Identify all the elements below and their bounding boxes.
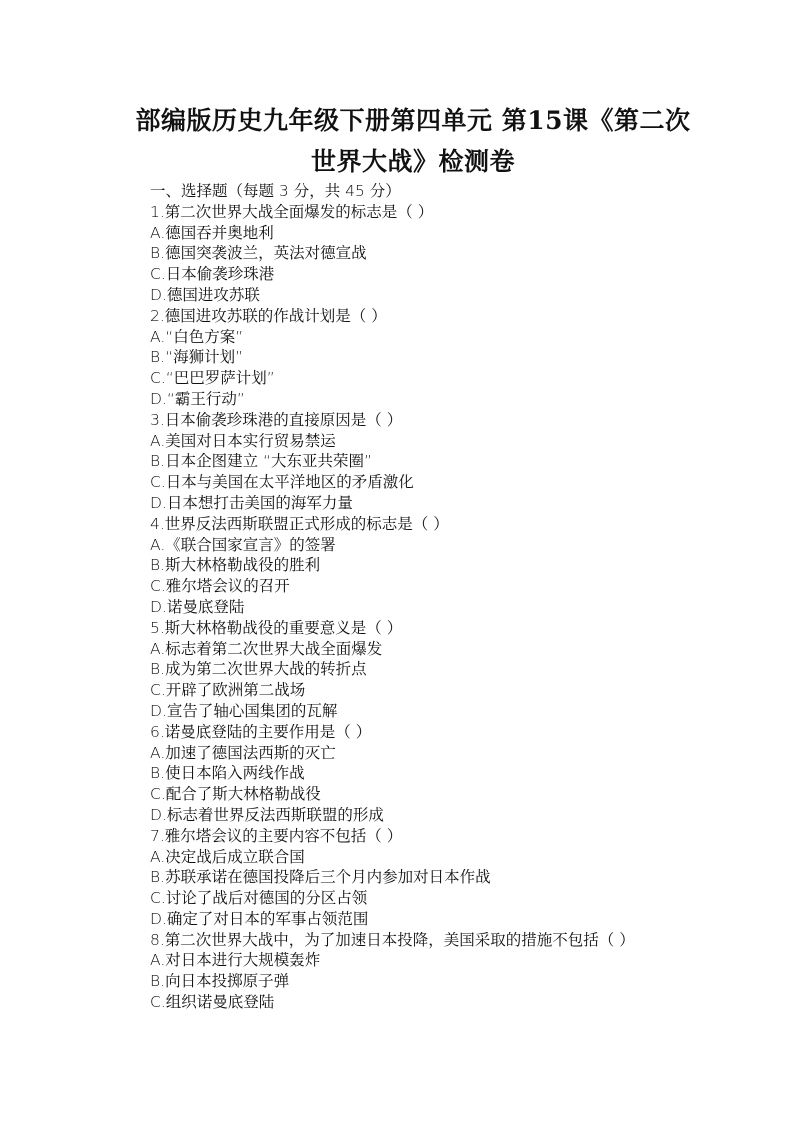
question-option: B.向日本投掷原子弹 — [150, 972, 290, 991]
question-option: A.美国对日本实行贸易禁运 — [150, 431, 336, 450]
question-option: C.开辟了欧洲第二战场 — [150, 681, 306, 700]
question-option: D.确定了对日本的军事占领范围 — [150, 909, 369, 928]
question-stem: 6.诺曼底登陆的主要作用是（ ） — [150, 722, 372, 741]
question-option: B.成为第二次世界大战的转折点 — [150, 660, 367, 679]
question-stem: 3.日本偷袭珍珠港的直接原因是（ ） — [150, 410, 403, 429]
question-option: D.“霸王行动” — [150, 389, 245, 408]
question-option: A.对日本进行大规模轰炸 — [150, 951, 321, 970]
title-line-2: 世界大战》检测卷 — [310, 147, 515, 176]
question-option: C.日本与美国在太平洋地区的矛盾激化 — [150, 473, 414, 492]
question-list — [150, 181, 710, 1013]
question-option: A.“白色方案” — [150, 327, 244, 346]
question-stem: 1.第二次世界大战全面爆发的标志是（ ） — [150, 202, 434, 221]
question-option: A.决定战后成立联合国 — [150, 847, 305, 866]
question-option: C.组织诺曼底登陆 — [150, 993, 275, 1012]
question-option: B.日本企图建立 “大东亚共荣圈” — [150, 452, 373, 471]
question-option: B.使日本陷入两线作战 — [150, 764, 305, 783]
question-option: D.诺曼底登陆 — [150, 597, 245, 616]
question-option: D.标志着世界反法西斯联盟的形成 — [150, 805, 384, 824]
question-option: B.苏联承诺在德国投降后三个月内参加对日本作战 — [150, 868, 491, 887]
question-option: C.配合了斯大林格勒战役 — [150, 785, 321, 804]
question-stem: 2.德国进攻苏联的作战计划是（ ） — [150, 306, 387, 325]
question-option: A.加速了德国法西斯的灭亡 — [150, 743, 336, 762]
question-option: C.雅尔塔会议的召开 — [150, 577, 290, 596]
question-option: A.《联合国家宣言》的签署 — [150, 535, 336, 554]
document-title — [120, 100, 706, 182]
question-option: B.“海狮计划” — [150, 348, 244, 367]
question-stem: 4.世界反法西斯联盟正式形成的标志是（ ） — [150, 514, 449, 533]
question-stem: 5.斯大林格勒战役的重要意义是（ ） — [150, 618, 403, 637]
question-option: D.宣告了轴心国集团的瓦解 — [150, 701, 338, 720]
question-option: C.日本偷袭珍珠港 — [150, 265, 275, 284]
question-stem: 7.雅尔塔会议的主要内容不包括（ ） — [150, 826, 403, 845]
question-option: D.德国进攻苏联 — [150, 285, 260, 304]
section-heading: 一、选择题（每题 3 分，共 45 分） — [150, 182, 401, 200]
question-option: A.标志着第二次世界大战全面爆发 — [150, 639, 383, 658]
question-option: B.斯大林格勒战役的胜利 — [150, 556, 321, 575]
question-option: B.德国突袭波兰，英法对德宣战 — [150, 244, 367, 263]
title-line-1: 部编版历史九年级下册第四单元 第15课《第二次 — [135, 106, 691, 135]
question-option: C.“巴巴罗萨计划” — [150, 369, 275, 388]
question-stem: 8.第二次世界大战中，为了加速日本投降，美国采取的措施不包括（ ） — [150, 930, 635, 949]
question-option: D.日本想打击美国的海军力量 — [150, 493, 353, 512]
question-option: A.德国吞并奥地利 — [150, 223, 274, 242]
question-option: C.讨论了战后对德国的分区占领 — [150, 889, 368, 908]
